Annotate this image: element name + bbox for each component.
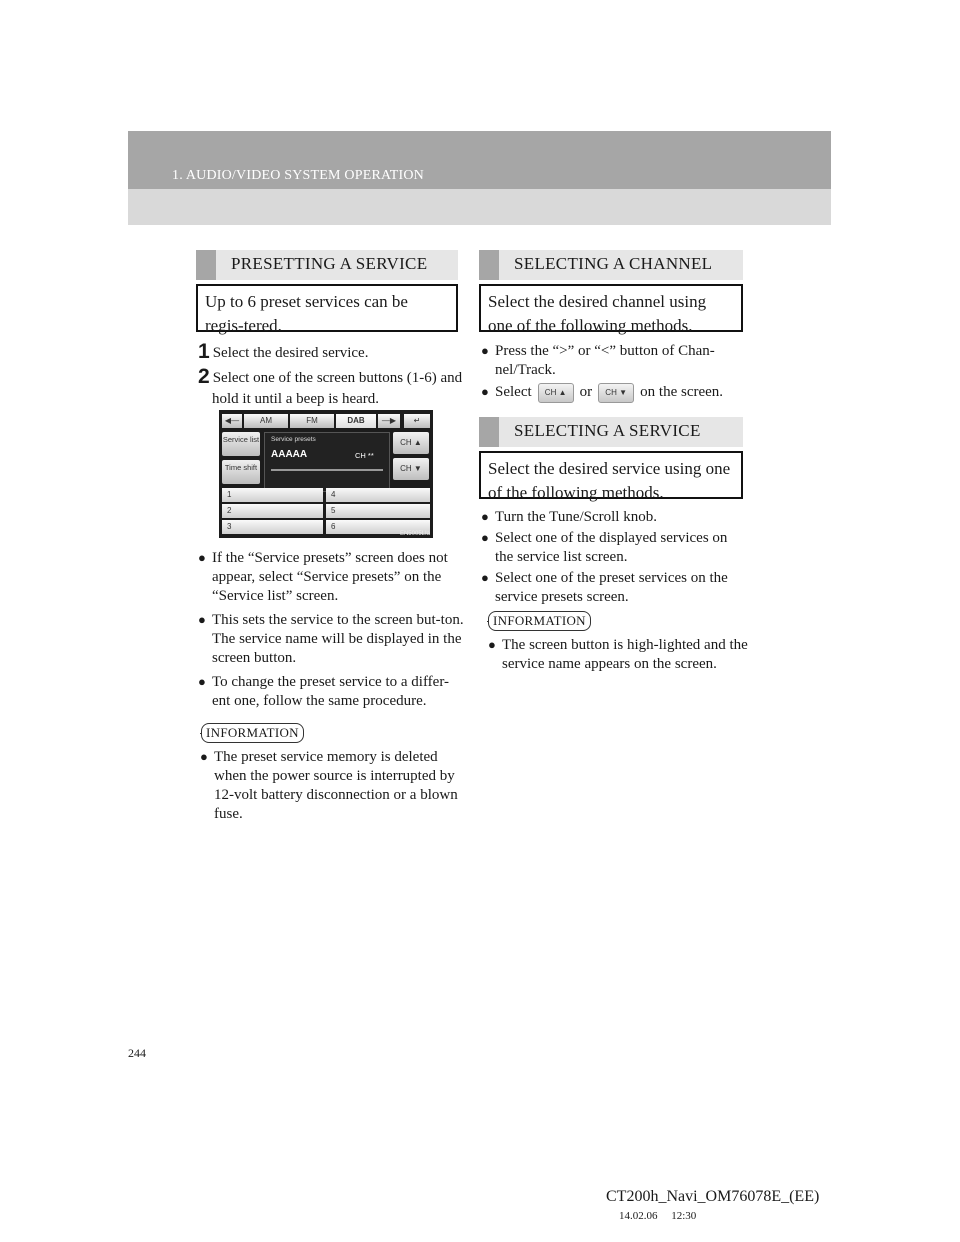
heading-marker [196, 250, 216, 280]
preset-button-6[interactable]: 6 [326, 520, 430, 534]
service-list-button[interactable]: Service list [222, 432, 260, 456]
ch-down-button[interactable]: CH ▼ [393, 458, 429, 480]
bullet-item [481, 568, 743, 607]
information-label: INFORMATION [488, 611, 591, 631]
bullet-item [481, 341, 757, 380]
info-text: The preset service memory is deleted when the power source is interrupted by 12-volt battery disconnection or a blown fuse. [214, 749, 458, 822]
bullet-icon: ● [200, 749, 208, 764]
step-number: 1 [198, 340, 210, 363]
bullet-item-select-keys [481, 382, 757, 403]
preset-button-3[interactable]: 3 [222, 520, 323, 534]
bullet-text: Turn the Tune/Scroll knob. [495, 509, 657, 525]
right-bullets [481, 507, 743, 607]
step-text: Select the desired service. [212, 345, 369, 361]
ch-up-button[interactable]: CH ▲ [393, 432, 429, 454]
bullet-item [198, 610, 464, 668]
left-bullets [198, 548, 464, 711]
bullet-item [198, 548, 464, 606]
bullet-item [481, 507, 743, 527]
channel-label: CH ** [355, 451, 374, 460]
bullet-text: on the screen. [640, 384, 724, 400]
bullet-text: Select one of the preset services on the service presets screen. [495, 570, 728, 605]
service-presets-panel [264, 432, 390, 492]
preset-button-2[interactable]: 2 [222, 504, 323, 518]
dab-screen-illustration [219, 410, 433, 538]
info-text: The screen button is high-lighted and the service name appears on the screen. [502, 637, 748, 672]
intro-text: Select the desired channel using one of the following methods. [488, 292, 707, 335]
service-name: AAAAA [271, 449, 308, 460]
print-stamp: 14.02.06 12:30 [619, 1210, 697, 1222]
header-subband [128, 189, 831, 225]
bullet-icon: ● [488, 637, 496, 652]
page-number: 244 [128, 1046, 146, 1060]
step-number: 2 [198, 365, 210, 388]
bullet-icon: ● [481, 384, 489, 399]
doc-id: CT200h_Navi_OM76078E_(EE) [606, 1188, 820, 1205]
bullet-item [198, 672, 464, 711]
tab-am[interactable]: AM [244, 414, 288, 428]
return-icon[interactable]: ↵ [404, 414, 430, 428]
bullet-icon: ● [481, 570, 489, 585]
ch-down-key: CH ▼ [598, 383, 634, 403]
bullet-icon: ● [198, 612, 206, 627]
bullet-text: To change the preset service to a differ-ent one, follow the same procedure. [212, 674, 450, 709]
heading-text: SELECTING A SERVICE [514, 421, 701, 440]
heading-text: PRESETTING A SERVICE [231, 254, 428, 273]
bullet-icon: ● [481, 509, 489, 524]
time-shift-button[interactable]: Time shift [222, 460, 260, 484]
bullet-icon: ● [198, 550, 206, 565]
bullet-text: Select one of the displayed services on the service list screen. [495, 530, 728, 565]
panel-title: Service presets [271, 436, 316, 443]
forward-arrow-icon[interactable]: —▶ [378, 414, 400, 428]
step-2 [198, 366, 478, 410]
back-arrow-icon[interactable]: ◀— [222, 414, 242, 428]
heading-marker [479, 417, 499, 447]
bullet-text: This sets the service to the screen but-ton. The service name will be displayed in the screen button. [212, 612, 464, 666]
intro-text: Up to 6 preset services can be regis-tered. [205, 292, 408, 335]
info-bullet [200, 747, 472, 824]
heading-marker [479, 250, 499, 280]
image-code: EN5005LIa [399, 531, 430, 537]
intro-box [196, 284, 458, 335]
step-text: Select one of the screen buttons (1-6) and hold it until a beep is heard. [212, 370, 463, 407]
preset-button-5[interactable]: 5 [326, 504, 430, 518]
bullet-item [481, 528, 743, 567]
heading-text: SELECTING A CHANNEL [514, 254, 713, 273]
panel-divider [271, 469, 383, 471]
intro-box [479, 284, 743, 335]
preset-button-1[interactable]: 1 [222, 488, 323, 502]
heading-selecting-a-service [479, 417, 743, 447]
bullet-text: If the “Service presets” screen does not appear, select “Service presets” on the “Service list” screen. [212, 550, 448, 604]
intro-box [479, 451, 743, 502]
section-title: 1. AUDIO/VIDEO SYSTEM OPERATION [172, 168, 424, 183]
information-label: INFORMATION [201, 723, 304, 743]
heading-selecting-a-channel [479, 250, 743, 280]
tab-dab[interactable]: DAB [336, 414, 376, 428]
heading-presetting-a-service [196, 250, 458, 280]
bullet-icon: ● [481, 530, 489, 545]
bullet-text: or [579, 384, 593, 400]
bullet-icon: ● [198, 674, 206, 689]
ch-up-key: CH ▲ [538, 383, 574, 403]
tab-fm[interactable]: FM [290, 414, 334, 428]
info-bullet [488, 635, 754, 674]
bullet-text: Select [495, 384, 532, 400]
bullet-text: Press the “>” or “<” button of Chan-nel/Track. [495, 343, 715, 378]
intro-text: Select the desired service using one of the following methods. [488, 459, 731, 502]
preset-button-4[interactable]: 4 [326, 488, 430, 502]
bullet-icon: ● [481, 343, 489, 358]
step-1 [198, 341, 460, 364]
